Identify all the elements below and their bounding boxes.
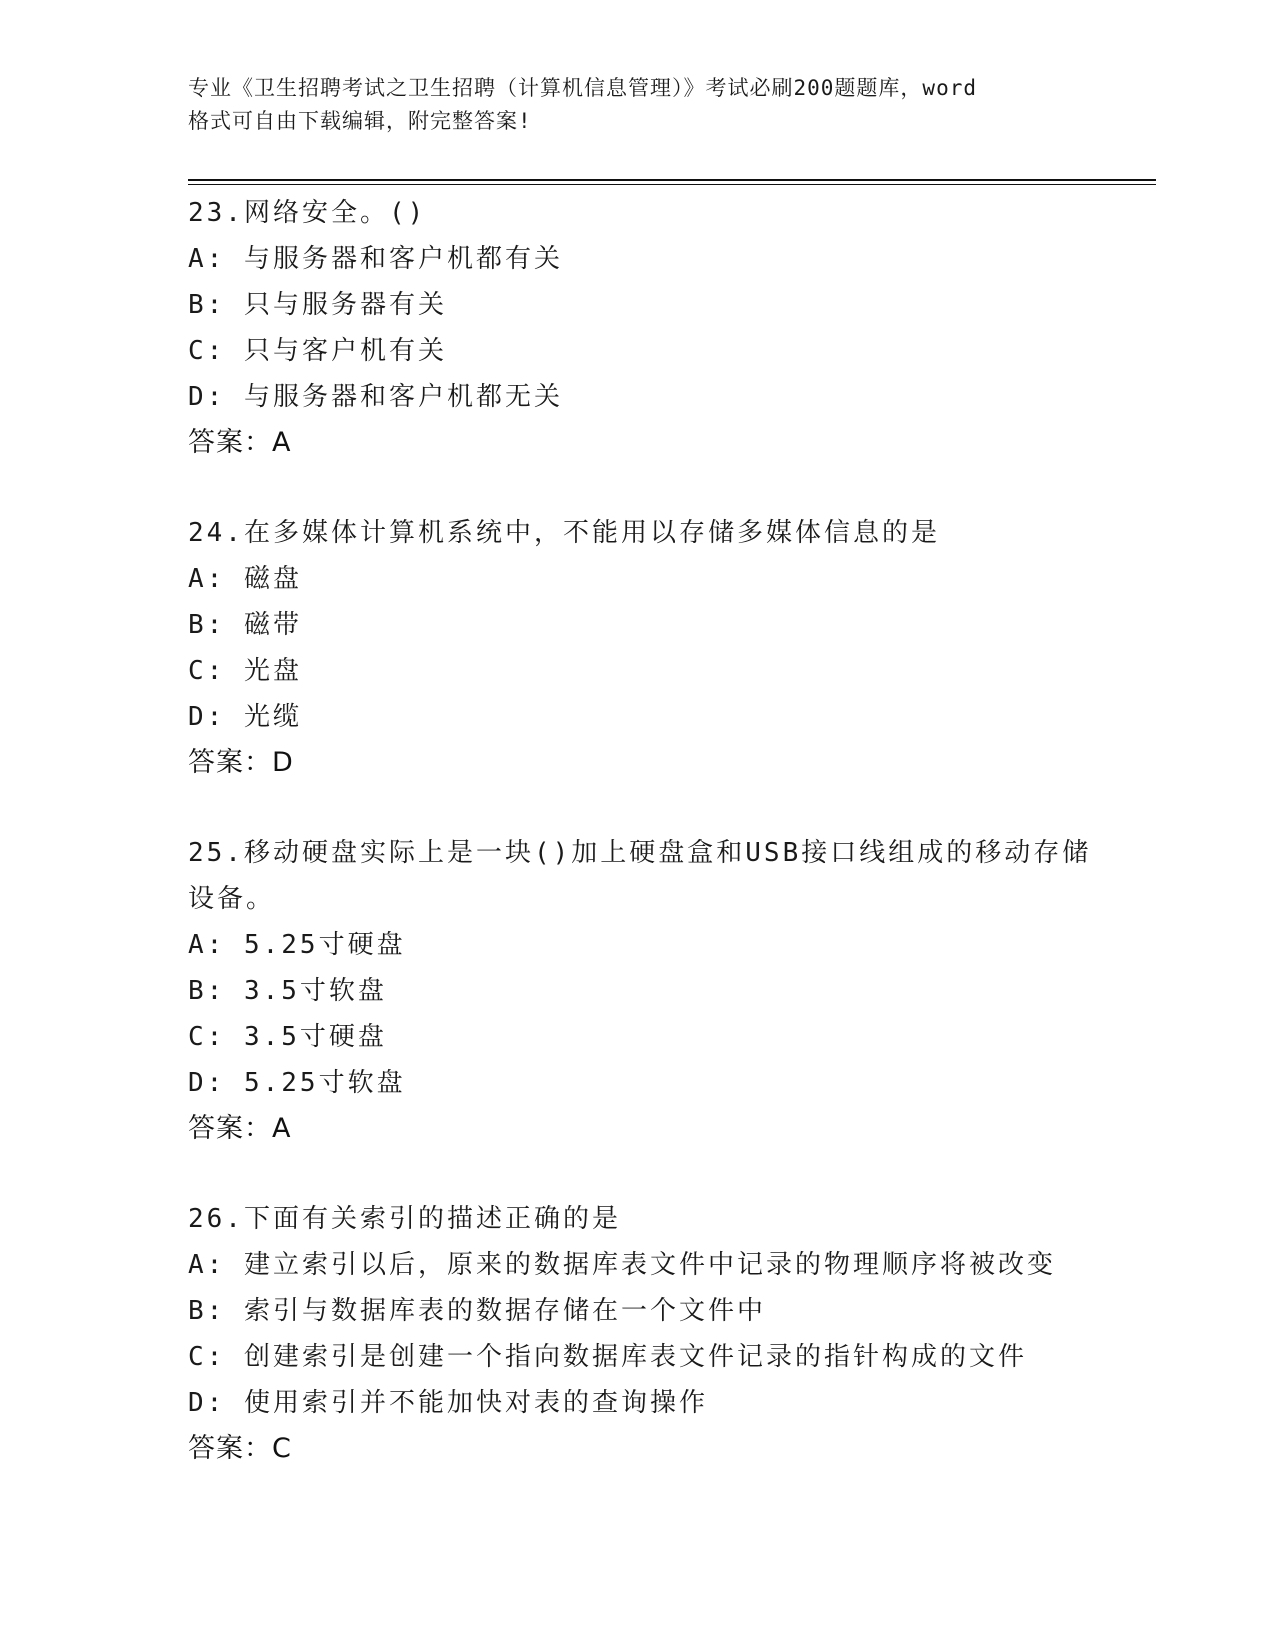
option-b: B: 3.5寸软盘	[188, 976, 387, 1006]
question-item-24	[188, 510, 1158, 786]
option-a: A: 磁盘	[188, 564, 302, 594]
question-item-26	[188, 1196, 1158, 1472]
question-stem: 24.在多媒体计算机系统中，不能用以存储多媒体信息的是	[188, 518, 940, 548]
document-header	[188, 72, 1088, 138]
header-divider-thick	[188, 179, 1156, 181]
option-c: C: 创建索引是创建一个指向数据库表文件记录的指针构成的文件	[188, 1342, 1027, 1372]
header-divider-thin	[188, 184, 1156, 185]
header-line-1: 专业《卫生招聘考试之卫生招聘（计算机信息管理）》考试必刷200题题库，word	[188, 76, 977, 100]
option-a: A: 与服务器和客户机都有关	[188, 244, 563, 274]
question-stem: 25.移动硬盘实际上是一块()加上硬盘盒和USB接口线组成的移动存储设备。	[188, 838, 1092, 914]
option-d: D: 与服务器和客户机都无关	[188, 382, 563, 412]
question-stem: 26.下面有关索引的描述正确的是	[188, 1204, 621, 1234]
answer-label: 答案：D	[188, 747, 294, 778]
question-stem: 23.网络安全。()	[188, 198, 427, 228]
question-item-23	[188, 190, 1158, 466]
question-list	[188, 190, 1158, 1516]
answer-label: 答案：C	[188, 1433, 292, 1464]
answer-label: 答案：A	[188, 1113, 292, 1144]
option-b: B: 索引与数据库表的数据存储在一个文件中	[188, 1296, 766, 1326]
option-a: A: 5.25寸硬盘	[188, 930, 406, 960]
option-b: B: 只与服务器有关	[188, 290, 447, 320]
option-d: D: 使用索引并不能加快对表的查询操作	[188, 1388, 708, 1418]
question-item-25	[188, 830, 1158, 1152]
option-c: C: 光盘	[188, 656, 302, 686]
option-d: D: 光缆	[188, 702, 302, 732]
option-a: A: 建立索引以后，原来的数据库表文件中记录的物理顺序将被改变	[188, 1250, 1056, 1280]
answer-label: 答案：A	[188, 427, 292, 458]
option-d: D: 5.25寸软盘	[188, 1068, 406, 1098]
option-c: C: 只与客户机有关	[188, 336, 447, 366]
option-b: B: 磁带	[188, 610, 302, 640]
header-line-2: 格式可自由下载编辑，附完整答案!	[188, 109, 532, 133]
option-c: C: 3.5寸硬盘	[188, 1022, 387, 1052]
